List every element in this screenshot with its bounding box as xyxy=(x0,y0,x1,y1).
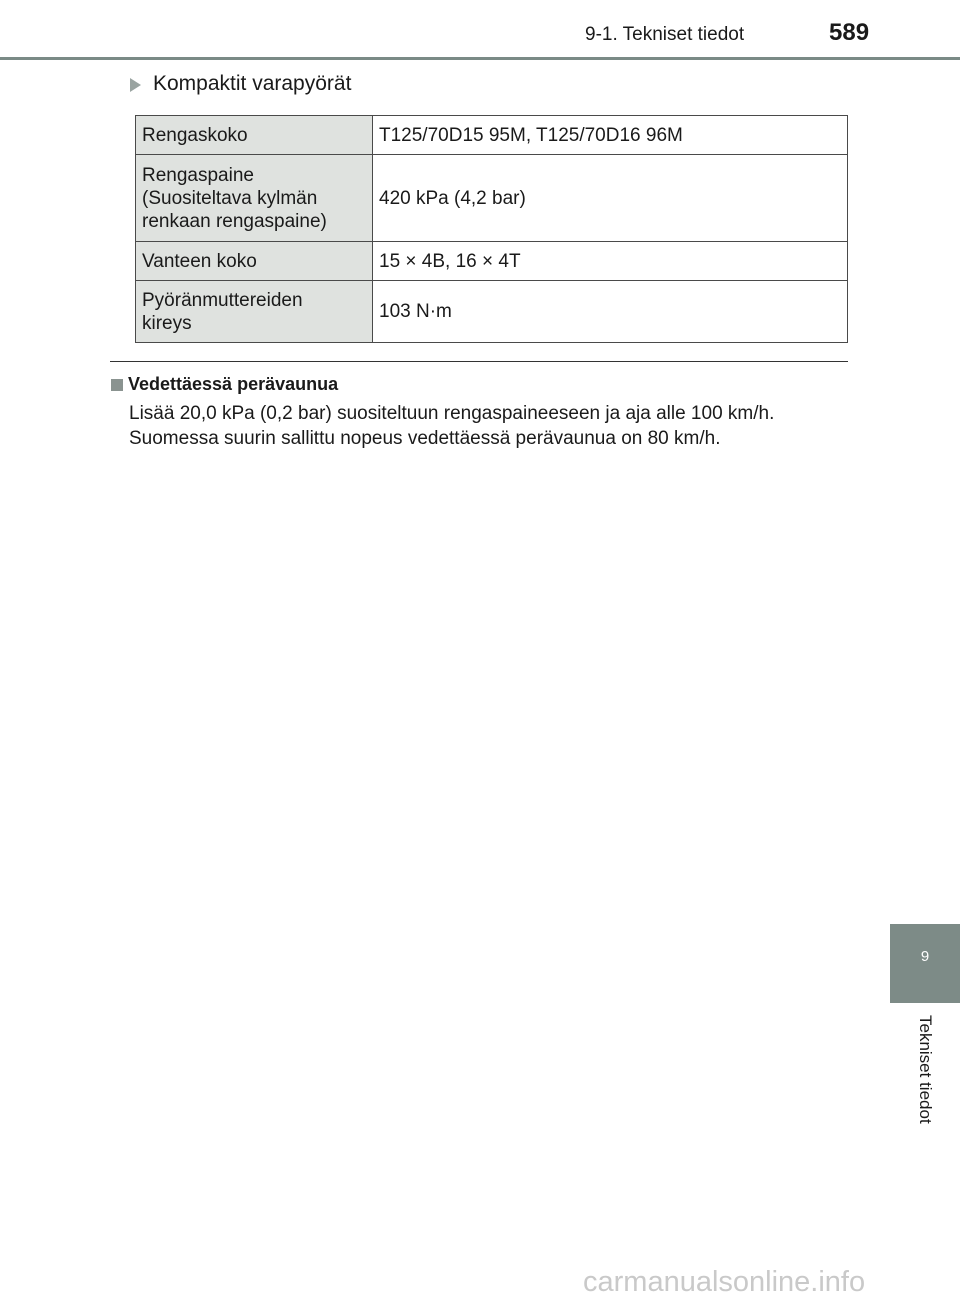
note-line: Lisää 20,0 kPa (0,2 bar) suositeltuun rengaspaineeseen ja aja alle 100 km/h. xyxy=(129,403,775,424)
table-row xyxy=(136,116,848,155)
table-row xyxy=(136,155,848,242)
spec-table xyxy=(135,115,848,343)
note-heading-text: Vedettäessä perävaunua xyxy=(128,374,339,394)
watermark: carmanualsonline.info xyxy=(583,1266,866,1298)
note-line: Suomessa suurin sallittu nopeus vedettäessä perävaunua on 80 km/h. xyxy=(129,428,721,449)
triangle-bullet-icon xyxy=(130,78,141,92)
table-row xyxy=(136,281,848,343)
table-value-cell: 103 N·m xyxy=(373,281,848,343)
label-line: (Suositeltava kylmän xyxy=(142,187,318,209)
label-line: Pyöränmuttereiden xyxy=(142,289,303,311)
chapter-tab: 9 xyxy=(890,924,960,1003)
table-value-cell: 15 × 4B, 16 × 4T xyxy=(373,242,848,281)
table-row xyxy=(136,242,848,281)
square-bullet-icon xyxy=(111,379,123,391)
label-line: renkaan rengaspaine) xyxy=(142,210,327,232)
header-divider xyxy=(0,57,960,60)
label-line: kireys xyxy=(142,312,192,334)
section-divider xyxy=(110,361,848,362)
section-title: 9-1. Tekniset tiedot xyxy=(585,24,745,45)
table-value-cell: 420 kPa (4,2 bar) xyxy=(373,155,848,242)
chapter-label-text: Tekniset tiedot xyxy=(916,1015,935,1124)
table-label-cell: Rengaskoko xyxy=(136,116,373,155)
table-value-cell: T125/70D15 95M, T125/70D16 96M xyxy=(373,116,848,155)
table-label-cell xyxy=(136,281,373,343)
subsection-title: Kompaktit varapyörät xyxy=(153,72,352,95)
chapter-label xyxy=(870,1015,960,1145)
label-line: Rengaspaine xyxy=(142,164,254,186)
note-heading xyxy=(111,374,338,395)
page-number: 589 xyxy=(829,19,870,46)
table-label-cell: Vanteen koko xyxy=(136,242,373,281)
note-body xyxy=(129,401,859,451)
table-label-cell xyxy=(136,155,373,242)
subsection-heading xyxy=(130,72,351,96)
